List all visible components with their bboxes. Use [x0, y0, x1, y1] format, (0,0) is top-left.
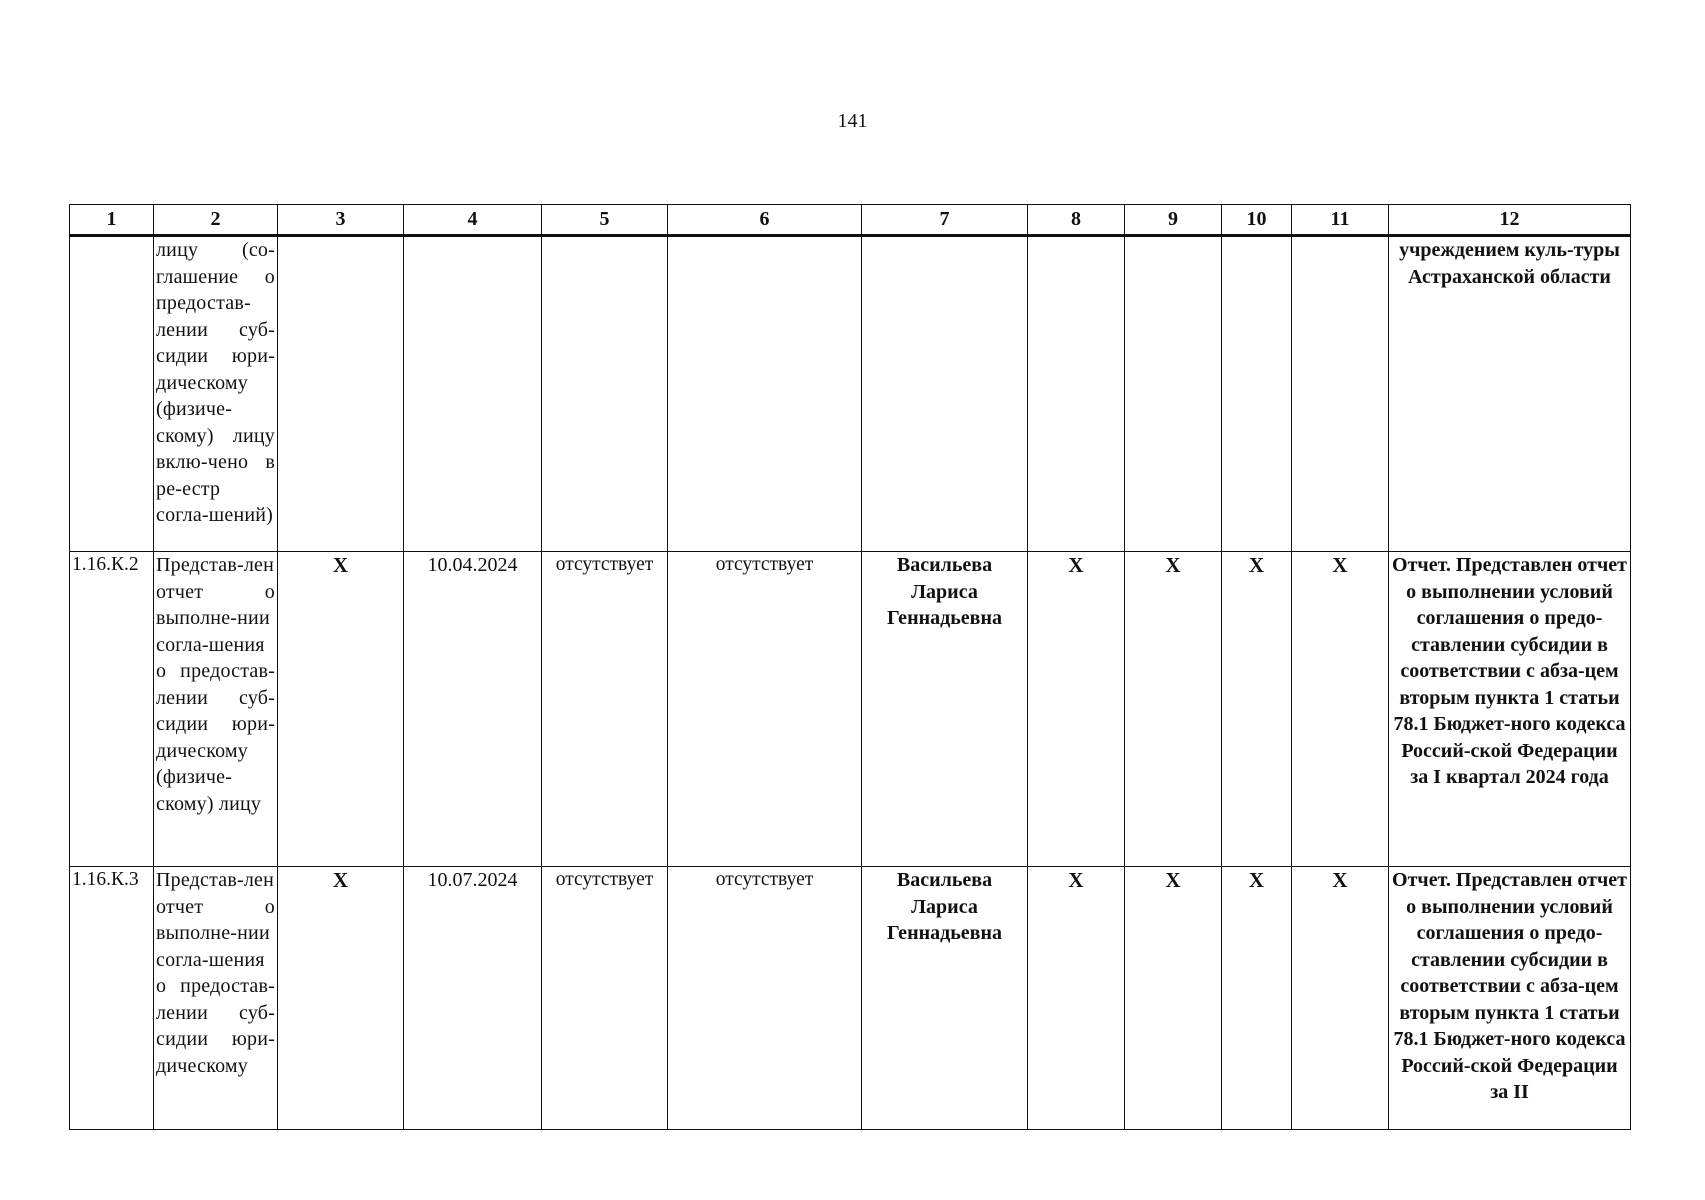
row-description-cell: Представ-лен отчет о выполне-нии согла-шения о предостав-лении суб-сидии юри-дическому: [154, 867, 278, 1130]
row-date-cell: [404, 236, 542, 552]
row-col5-cell: отсутствует: [542, 867, 668, 1130]
row-col3-cell: [278, 236, 404, 552]
column-header: 3: [278, 205, 404, 236]
column-header: 9: [1125, 205, 1222, 236]
row-col6-cell: [668, 236, 862, 552]
column-header: 10: [1222, 205, 1292, 236]
row-result-cell: учреждением куль-туры Астраханской области: [1389, 236, 1631, 552]
row-col10-cell: [1222, 236, 1292, 552]
row-col11-cell: Х: [1292, 552, 1389, 867]
row-description-cell: Представ-лен отчет о выполне-нии согла-шения о предостав-лении суб-сидии юри-дическому (физиче-скому) лицу: [154, 552, 278, 867]
row-col3-cell: Х: [278, 867, 404, 1130]
table-row: [70, 552, 1631, 867]
row-col9-cell: Х: [1125, 552, 1222, 867]
row-col6-cell: отсутствует: [668, 867, 862, 1130]
row-col5-cell: отсутствует: [542, 552, 668, 867]
row-col10-cell: Х: [1222, 867, 1292, 1130]
row-id-cell: [70, 236, 154, 552]
row-col8-cell: [1028, 236, 1125, 552]
column-header: 5: [542, 205, 668, 236]
page-number: 141: [837, 110, 868, 132]
column-header: 8: [1028, 205, 1125, 236]
row-col8-cell: Х: [1028, 552, 1125, 867]
row-col9-cell: Х: [1125, 867, 1222, 1130]
row-responsible-cell: Васильева Лариса Геннадьевна: [862, 867, 1028, 1130]
row-col3-cell: Х: [278, 552, 404, 867]
table-header-row: [70, 205, 1631, 236]
column-header: 11: [1292, 205, 1389, 236]
row-col5-cell: [542, 236, 668, 552]
row-date-cell: 10.07.2024: [404, 867, 542, 1130]
column-header: 12: [1389, 205, 1631, 236]
row-col9-cell: [1125, 236, 1222, 552]
column-header: 2: [154, 205, 278, 236]
row-col8-cell: Х: [1028, 867, 1125, 1130]
row-col10-cell: Х: [1222, 552, 1292, 867]
row-responsible-cell: [862, 236, 1028, 552]
column-header: 4: [404, 205, 542, 236]
row-description-cell: лицу (со-глашение о предостав-лении суб-сидии юри-дическому (физиче-скому) лицу вклю-чено в ре-естр согла-шений): [154, 236, 278, 552]
row-id-cell: 1.16.К.2: [70, 552, 154, 867]
row-result-cell: Отчет. Представлен отчет о выполнении условий соглашения о предо-ставлении субсидии в соответствии с абза-цем вторым пункта 1 статьи 78.1 Бюджет-ного кодекса Россий-ской Федерации за II: [1389, 867, 1631, 1130]
row-responsible-cell: Васильева Лариса Геннадьевна: [862, 552, 1028, 867]
row-col11-cell: Х: [1292, 867, 1389, 1130]
table-row: [70, 236, 1631, 552]
report-table: [69, 204, 1631, 1130]
row-result-cell: Отчет. Представлен отчет о выполнении условий соглашения о предо-ставлении субсидии в соответствии с абза-цем вторым пункта 1 статьи 78.1 Бюджет-ного кодекса Россий-ской Федерации за I квартал 2024 года: [1389, 552, 1631, 867]
row-col11-cell: [1292, 236, 1389, 552]
row-date-cell: 10.04.2024: [404, 552, 542, 867]
column-header: 1: [70, 205, 154, 236]
table-row: [70, 867, 1631, 1130]
column-header: 7: [862, 205, 1028, 236]
column-header: 6: [668, 205, 862, 236]
row-col6-cell: отсутствует: [668, 552, 862, 867]
row-id-cell: 1.16.К.3: [70, 867, 154, 1130]
